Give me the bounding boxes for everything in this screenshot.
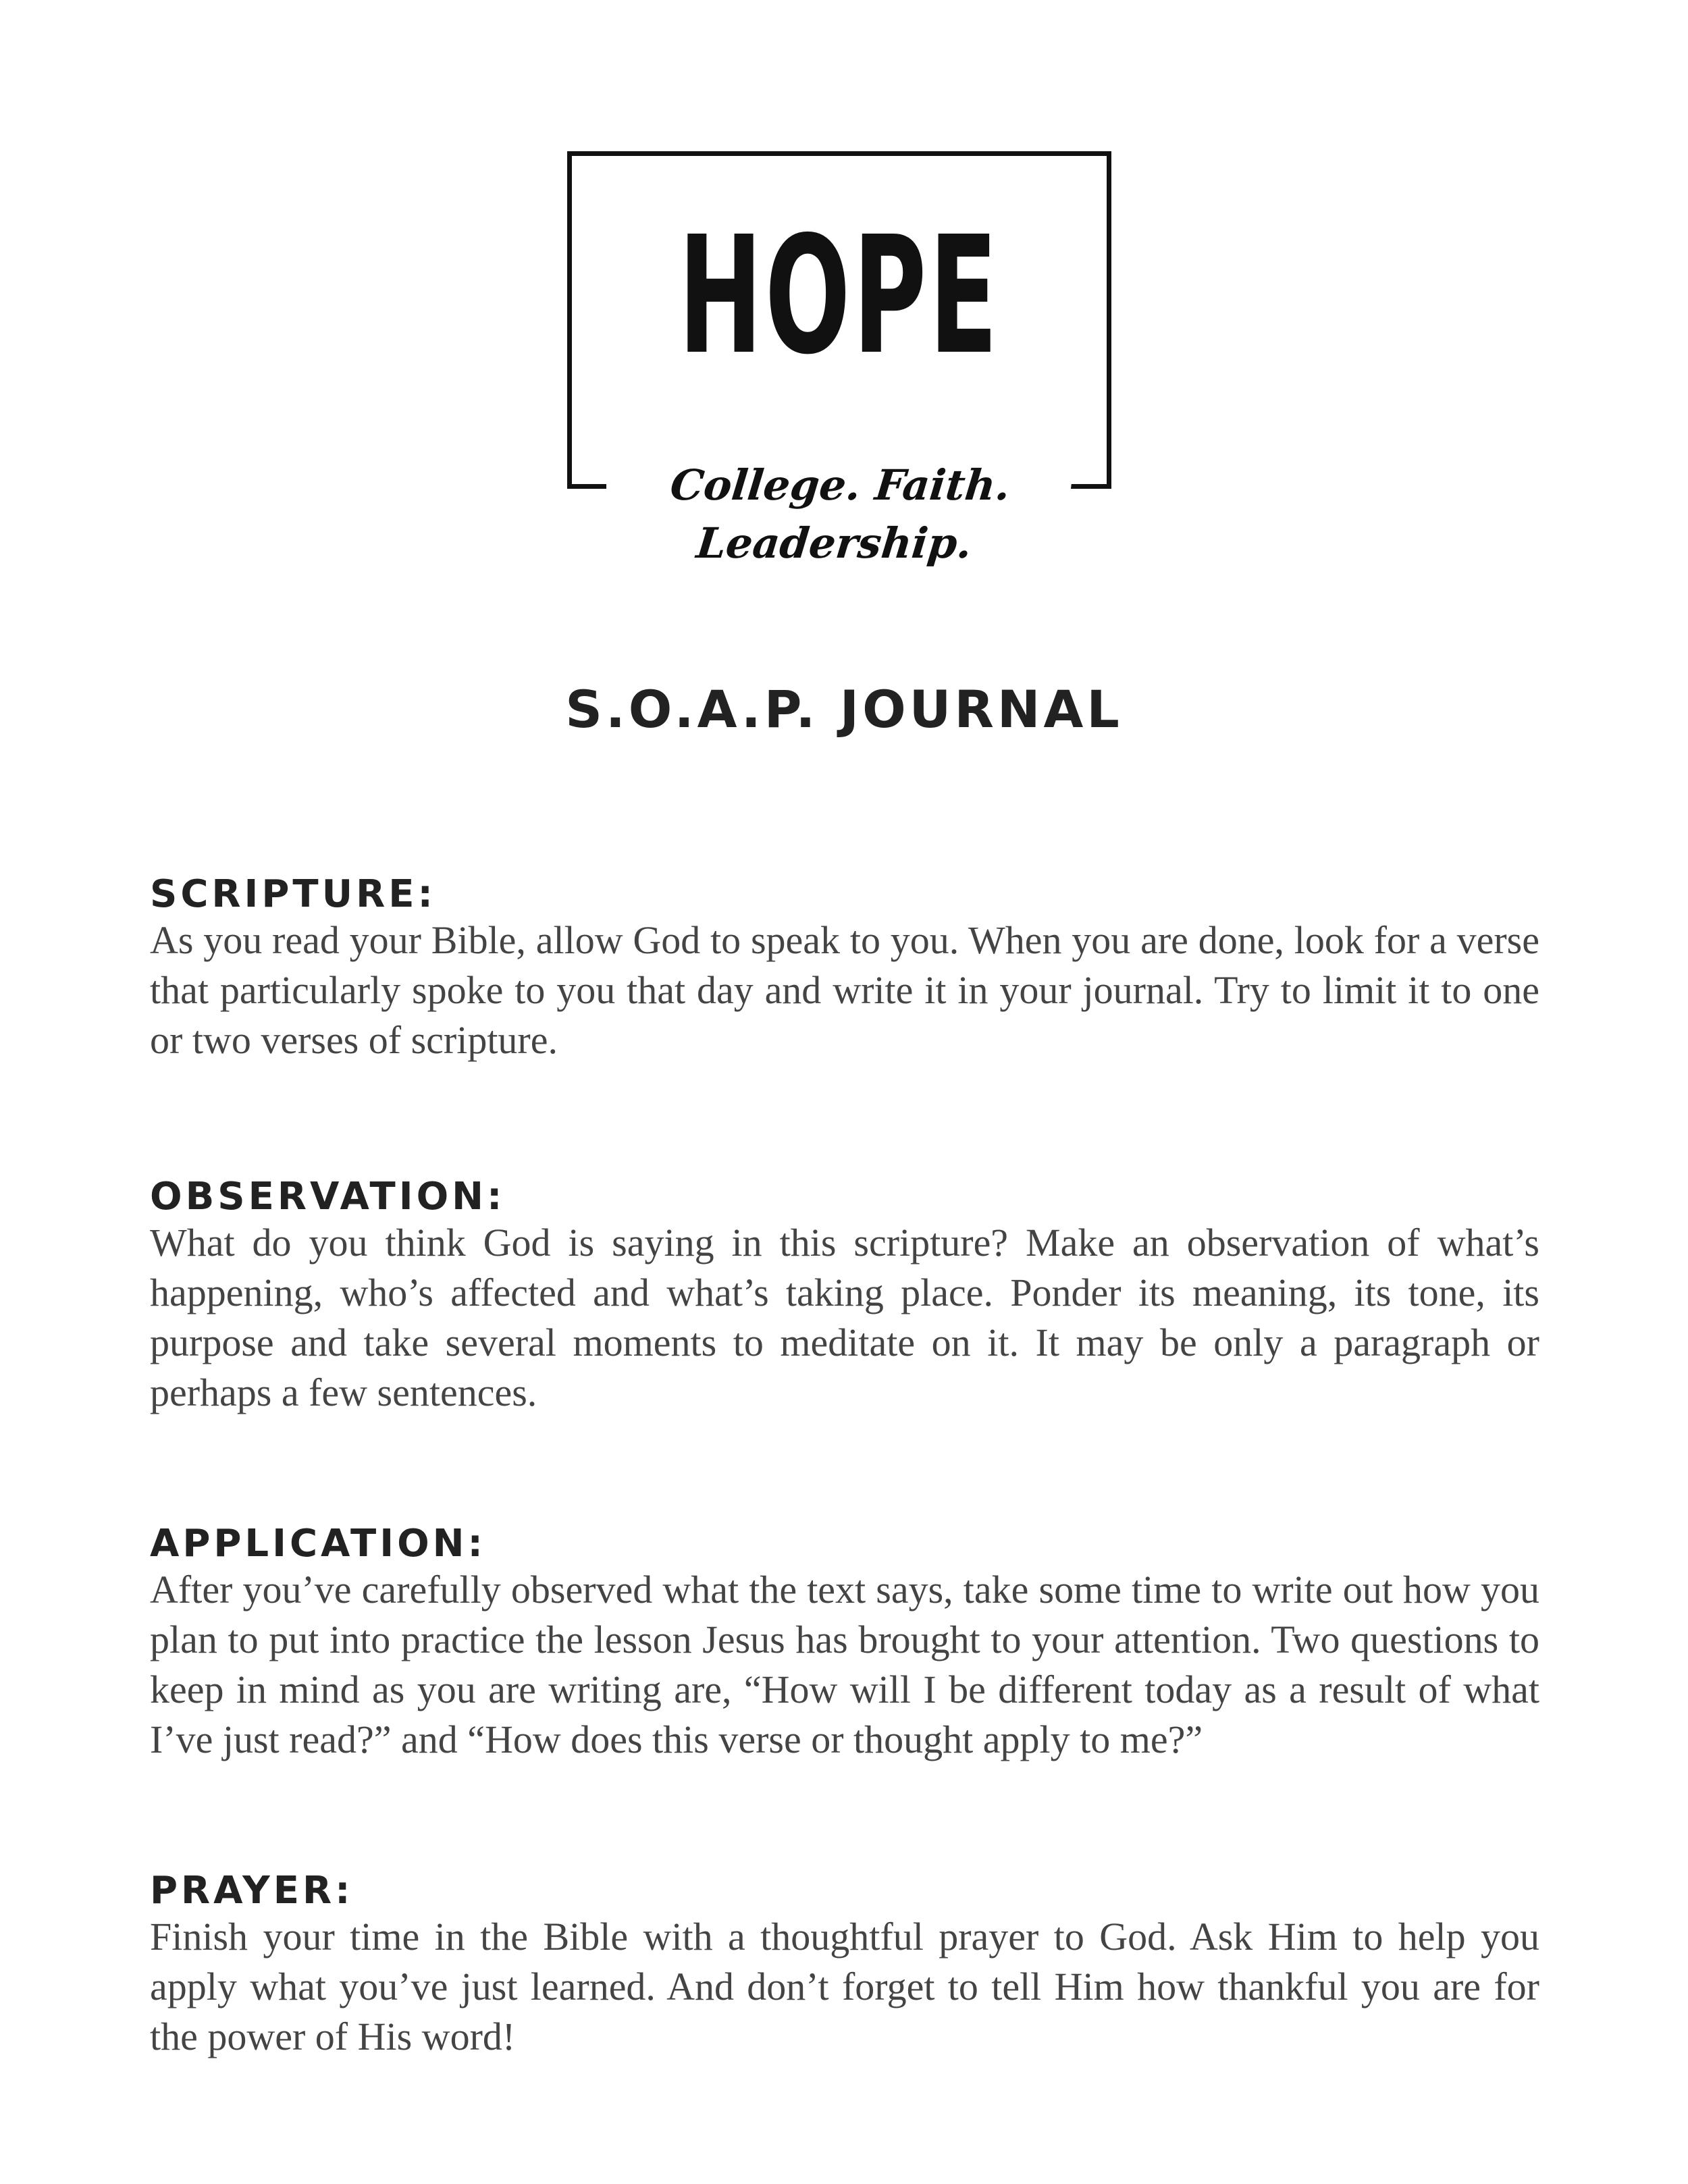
section-application [150,1520,1539,1765]
logo-tagline: College. Faith. Leadership. [600,456,1074,572]
section-body: Finish your time in the Bible with a thoughtful prayer to God. Ask Him to help you apply what you’ve just learned. And don’t forget to tell Him how thankful you are for the power of His word! [150,1915,1539,2058]
section-body: What do you think God is saying in this scripture? Make an observation of what’s happening, who’s affected and what’s taking place. Ponder its meaning, its tone, its purpose and take several moments to meditate on it. It may be only a paragraph or perhaps a few sentences. [150,1221,1539,1414]
section-scripture [150,871,1539,1065]
section-body: As you read your Bible, allow God to speak to you. When you are done, look for a verse that particularly spoke to you that day and write it in your journal. Try to limit it to one or two verses of scripture. [150,918,1539,1062]
section-heading: SCRIPTURE: [150,872,436,916]
logo-frame-bottom-right [1068,484,1111,489]
section-prayer [150,1867,1539,2062]
section-observation [150,1173,1539,1418]
logo-title: HOPE [678,201,1001,390]
section-heading: APPLICATION: [150,1522,486,1566]
section-body: After you’ve carefully observed what the text says, take some time to write out how you plan to put into practice the lesson Jesus has brought to your attention. Two questions to keep in mind as you are writing are, “How will I be different today as a result of what I’ve just read?” and “How does this verse or thought apply to me?” [150,1568,1539,1761]
section-heading: OBSERVATION: [150,1175,506,1219]
logo-frame-bottom-left [567,484,606,489]
page-title: S.O.A.P. JOURNAL [565,679,1123,739]
section-heading: PRAYER: [150,1869,354,1913]
